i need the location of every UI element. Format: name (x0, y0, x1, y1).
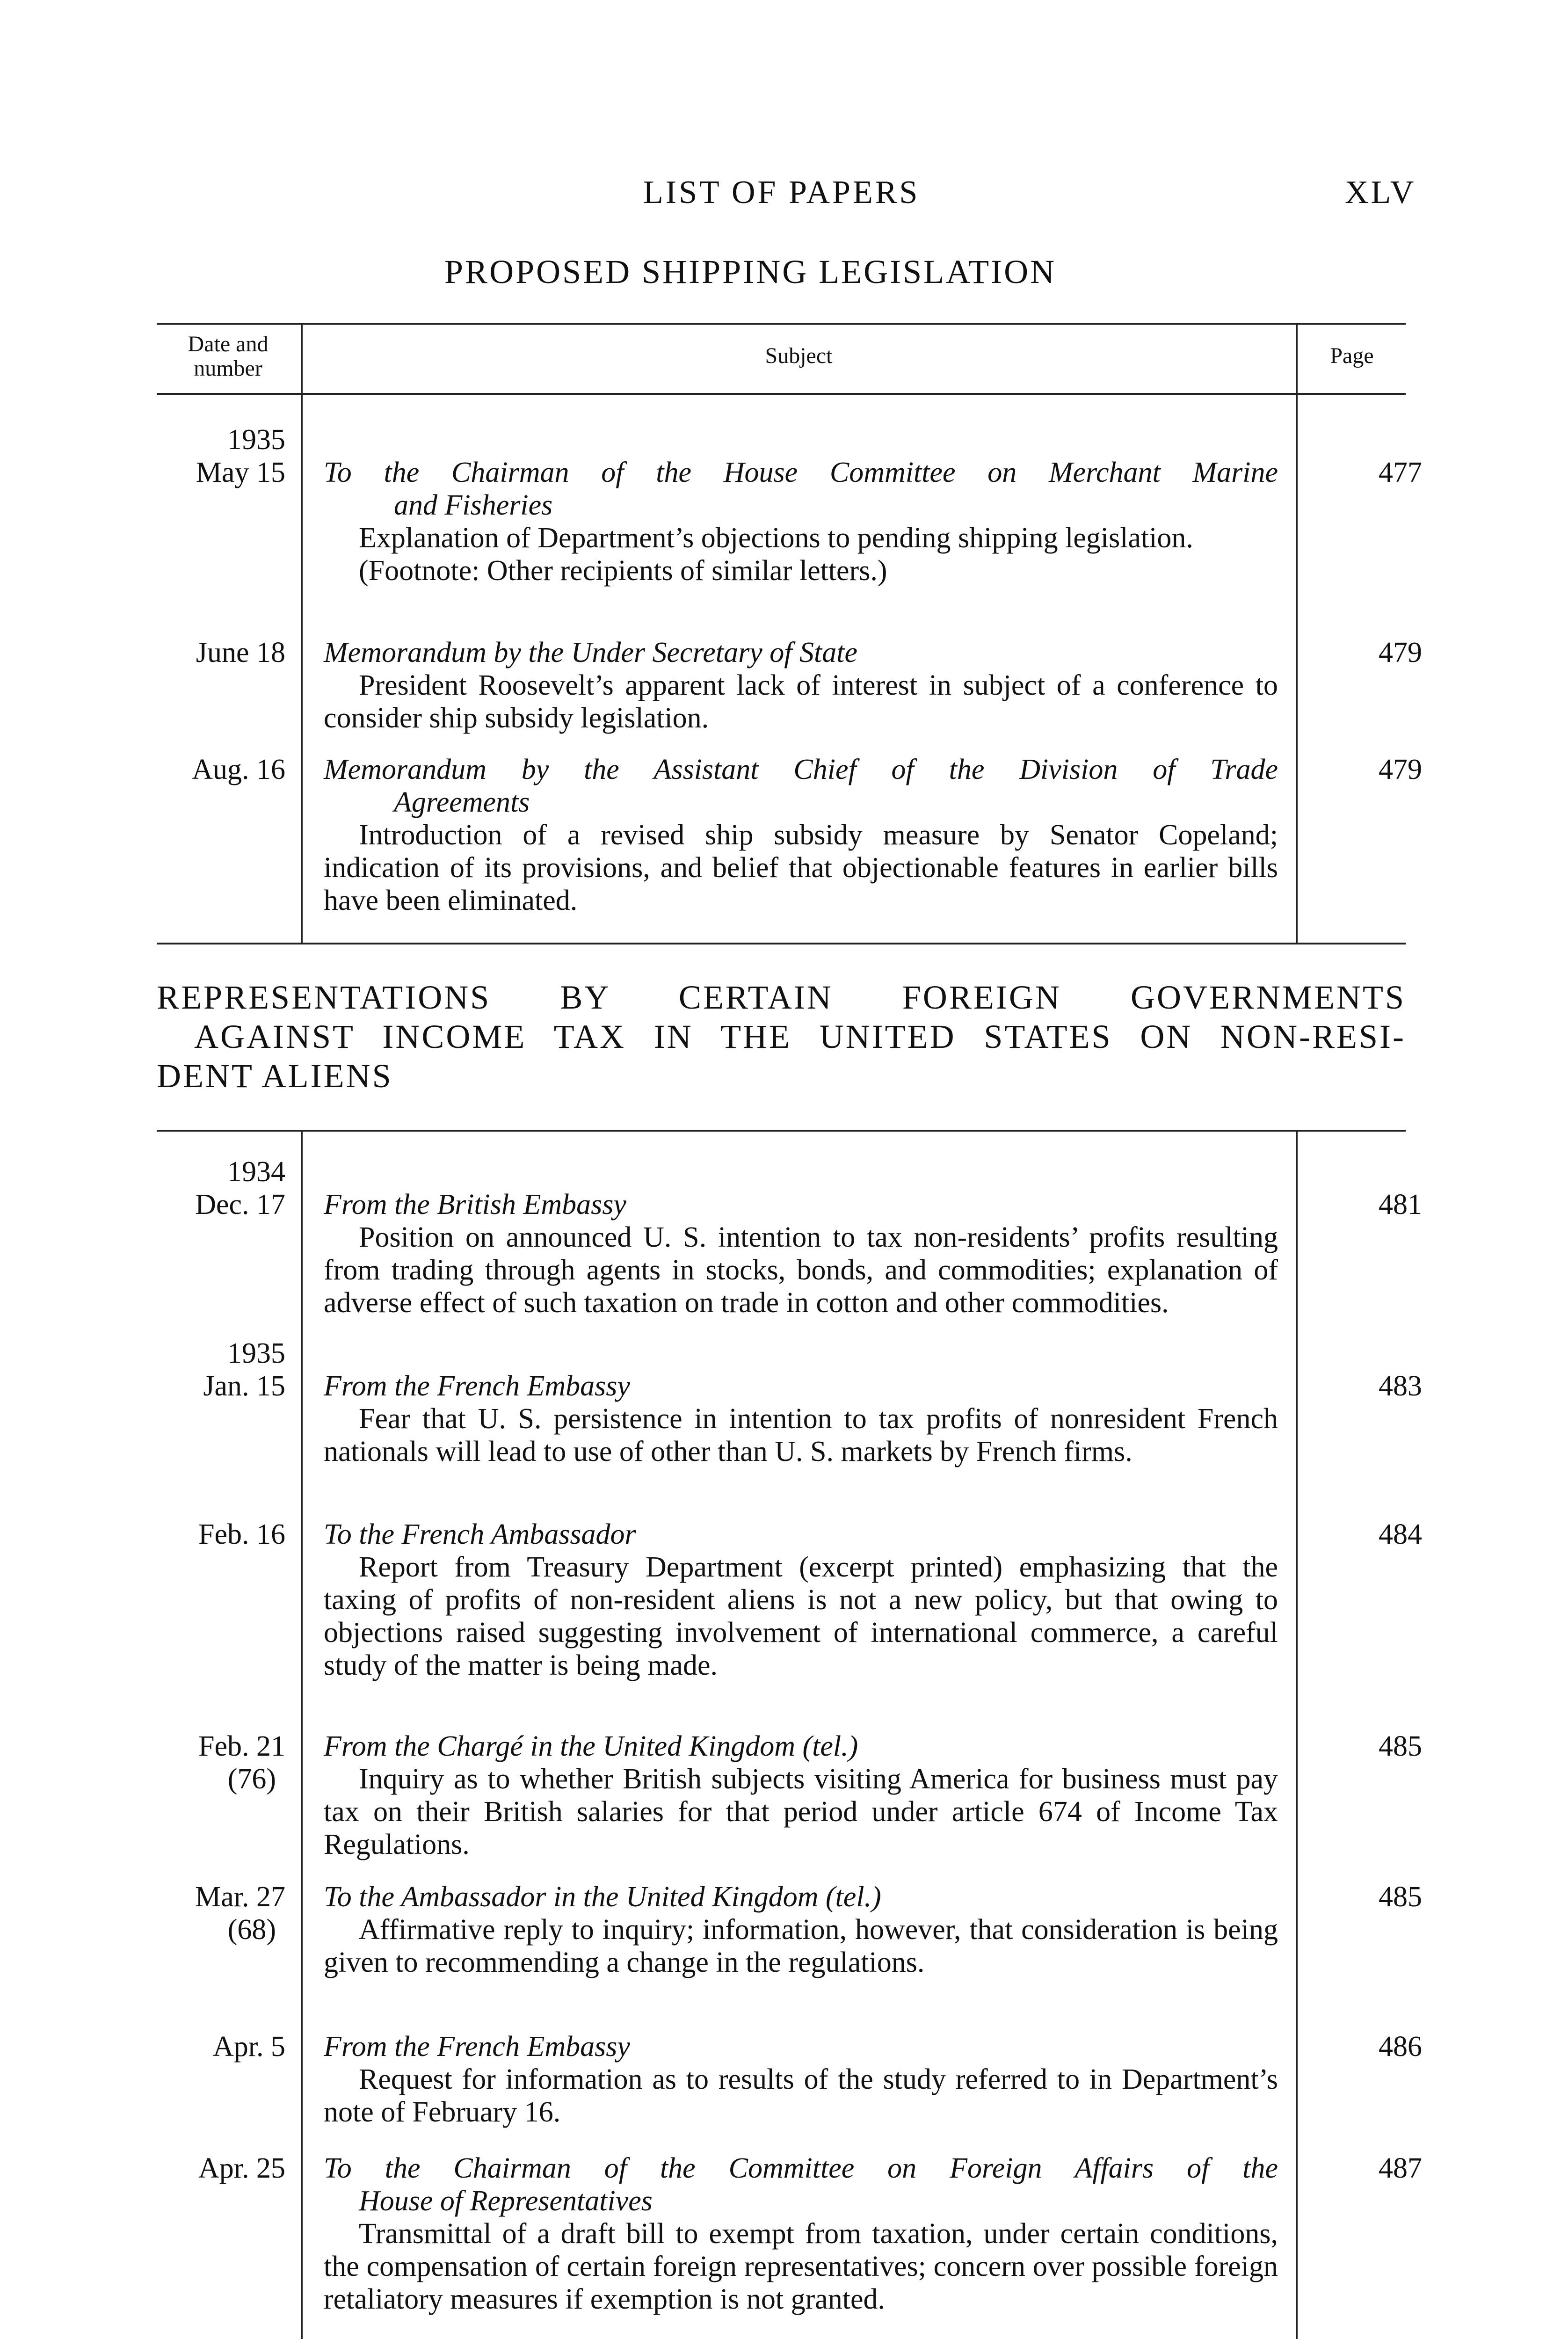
entry-subject (324, 1518, 1278, 1682)
entry-date: Aug. 16 (192, 754, 285, 785)
table-header-rule (157, 393, 1406, 395)
column2-divider-date (301, 1130, 303, 2339)
entry-date: Feb. 21 (198, 1730, 285, 1762)
entry-date: Jan. 15 (203, 1370, 285, 1402)
entry-title: Memorandum by the Under Secretary of State (324, 637, 857, 668)
entry-title: To the Chairman of the House Committee on Merchant Marine (324, 457, 1278, 488)
table-bottom-rule (157, 943, 1406, 944)
entry-date: Apr. 5 (213, 2031, 285, 2063)
section-title-line2: AGAINST INCOME TAX IN THE UNITED STATES ON NON-RESI- (194, 1018, 1406, 1055)
entry-title: From the Chargé in the United Kingdom (tel.) (324, 1730, 858, 1762)
entry-subject (324, 2152, 1278, 2316)
column-divider-date (301, 323, 303, 943)
entry-title: To the Chairman of the Committee on Foreign Affairs of the (324, 2152, 1278, 2184)
entry-title: From the French Embassy (324, 1370, 630, 1402)
entry-page: 487 (1379, 2152, 1422, 2184)
entry-description: Transmittal of a draft bill to exempt from taxation, under certain conditions, the compensation of certain foreign representatives; concern over possible foreign retaliatory measures if exemption is not granted. (324, 2218, 1278, 2315)
entry-subject (324, 1881, 1278, 1979)
entry-title: To the French Ambassador (324, 1518, 636, 1550)
entry-title-cont: House of Representatives (359, 2185, 653, 2217)
entry-number: (76) (227, 1763, 276, 1795)
entry-year: 1935 (227, 424, 285, 456)
header-subject: Subject (765, 343, 833, 368)
entry-page: 481 (1379, 1189, 1422, 1220)
header-date-number (157, 332, 299, 381)
entry-date: June 18 (196, 637, 285, 668)
entry-page: 484 (1379, 1518, 1422, 1550)
column2-divider-page (1296, 1130, 1298, 2339)
section-title-shipping: PROPOSED SHIPPING LEGISLATION (444, 253, 1057, 291)
entry-year: 1935 (227, 1337, 285, 1369)
entry-page: 483 (1379, 1370, 1422, 1402)
entry-description: Inquiry as to whether British subjects visiting America for business must pay tax on their British salaries for that period under article 674 of Income Tax Regulations. (324, 1763, 1278, 1860)
entry-date: Dec. 17 (195, 1189, 285, 1220)
entry-subject (324, 636, 1278, 734)
entry-date: Mar. 27 (195, 1881, 285, 1913)
entry-subject (324, 1730, 1278, 1861)
entry-description: Position on announced U. S. intention to tax non-residents’ profits resulting from trading through agents in stocks, bonds, and commodities; explanation of adverse effect of such taxation on trade in cotton and other commodities. (324, 1221, 1278, 1319)
entry-page: 479 (1379, 637, 1422, 668)
entry-description: Affirmative reply to inquiry; information, however, that consideration is being given to recommending a change in the regulations. (324, 1914, 1278, 1978)
entry-title-cont: Agreements (394, 786, 530, 818)
entry-page: 479 (1379, 754, 1422, 785)
entry-description: Report from Treasury Department (excerpt printed) emphasizing that the taxing of profits of non-resident aliens is not a new policy, but that owing to objections raised suggesting involvement of international commerce, a careful study of the matter is being made. (324, 1551, 1278, 1681)
entry-description: Request for information as to results of the study referred to in Department’s note of February 16. (324, 2063, 1278, 2128)
entry-description: President Roosevelt’s apparent lack of interest in subject of a conference to consider ship subsidy legislation. (324, 669, 1278, 734)
header-date-line1: Date and (188, 332, 269, 356)
entry-page: 486 (1379, 2031, 1422, 2063)
entry-page: 485 (1379, 1881, 1422, 1913)
header-page: Page (1330, 343, 1374, 368)
section-title-line3: DENT ALIENS (157, 1057, 393, 1095)
table2-top-rule (157, 1130, 1406, 1132)
header-date-line2: number (194, 356, 262, 381)
entry-description: Fear that U. S. persistence in intention to tax profits of nonresident French nationals will lead to use of other than U. S. markets by French firms. (324, 1403, 1278, 1467)
entry-page: 477 (1379, 457, 1422, 488)
entry-subject (324, 1188, 1278, 1319)
entry-note: (Footnote: Other recipients of similar letters.) (359, 555, 887, 587)
entry-title-cont: and Fisheries (394, 489, 553, 521)
entry-year: 1934 (227, 1156, 285, 1188)
table-top-rule (157, 323, 1406, 325)
running-head-title: LIST OF PAPERS (643, 174, 920, 211)
column-divider-page (1296, 323, 1298, 943)
entry-description: Introduction of a revised ship subsidy measure by Senator Copeland; indication of its provisions, and belief that objectionable features in earlier bills have been eliminated. (324, 819, 1278, 916)
entry-title: From the British Embassy (324, 1189, 626, 1220)
section-title-line1: REPRESENTATIONS BY CERTAIN FOREIGN GOVERNMENTS (157, 979, 1406, 1016)
entry-title: Memorandum by the Assistant Chief of the Division of Trade (324, 754, 1278, 785)
entry-page: 485 (1379, 1730, 1422, 1762)
entry-date: May 15 (196, 457, 285, 488)
entry-date: Feb. 16 (198, 1518, 285, 1550)
entry-subject (324, 456, 1278, 587)
page-folio: XLV (1345, 174, 1416, 211)
entry-title: From the French Embassy (324, 2031, 630, 2063)
entry-number: (68) (227, 1914, 276, 1946)
entry-title: To the Ambassador in the United Kingdom (tel.) (324, 1881, 881, 1913)
entry-subject (324, 753, 1278, 917)
entry-date: Apr. 25 (198, 2152, 285, 2184)
entry-subject (324, 2030, 1278, 2128)
section-title-income-tax (157, 978, 1406, 1096)
entry-subject (324, 1370, 1278, 1468)
entry-description: Explanation of Department’s objections to pending shipping legislation. (359, 522, 1193, 554)
